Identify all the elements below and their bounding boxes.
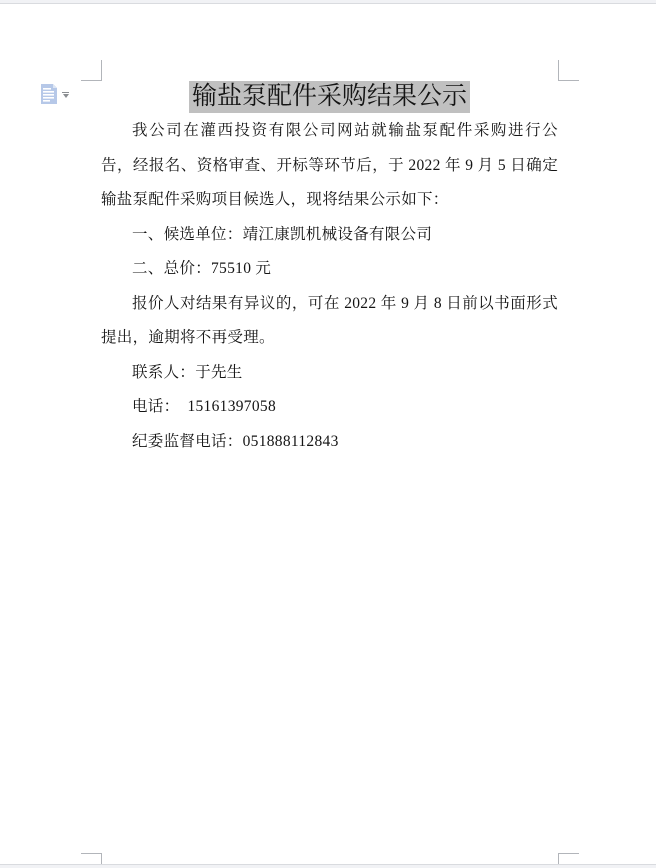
title-highlight[interactable]: 输盐泵配件采购结果公示 — [189, 81, 470, 113]
margin-mark-top-right — [558, 60, 579, 81]
paragraph[interactable]: 电话： 15161397058 — [132, 398, 277, 415]
document-title[interactable] — [101, 80, 558, 114]
paragraph[interactable]: 二、总价：75510 元 — [132, 260, 272, 277]
paragraph[interactable]: 我公司在灌西投资有限公司网站就输盐泵配件采购进行公告，经报名、资格审查、开标等环节后，于 2022 年 9 月 5 日确定输盐泵配件采购项目候选人，现将结果公示如下： — [101, 122, 558, 208]
app-background-top — [0, 0, 656, 4]
app-background-bottom — [0, 864, 656, 868]
paragraph[interactable]: 联系人：于先生 — [132, 363, 243, 381]
paragraph[interactable]: 报价人对结果有异议的，可在 2022 年 9 月 8 日前以书面形式提出，逾期将不再受理。 — [101, 294, 558, 346]
margin-mark-top-left — [81, 60, 102, 81]
paste-options-icon — [40, 84, 58, 104]
document-body — [101, 114, 558, 459]
paste-options-button[interactable] — [40, 84, 69, 104]
paragraph[interactable]: 一、候选单位：靖江康凯机械设备有限公司 — [132, 225, 433, 243]
paragraph[interactable]: 纪委监督电话：051888112843 — [132, 432, 339, 450]
chevron-down-icon — [62, 92, 69, 98]
document-text-area[interactable] — [101, 80, 558, 459]
